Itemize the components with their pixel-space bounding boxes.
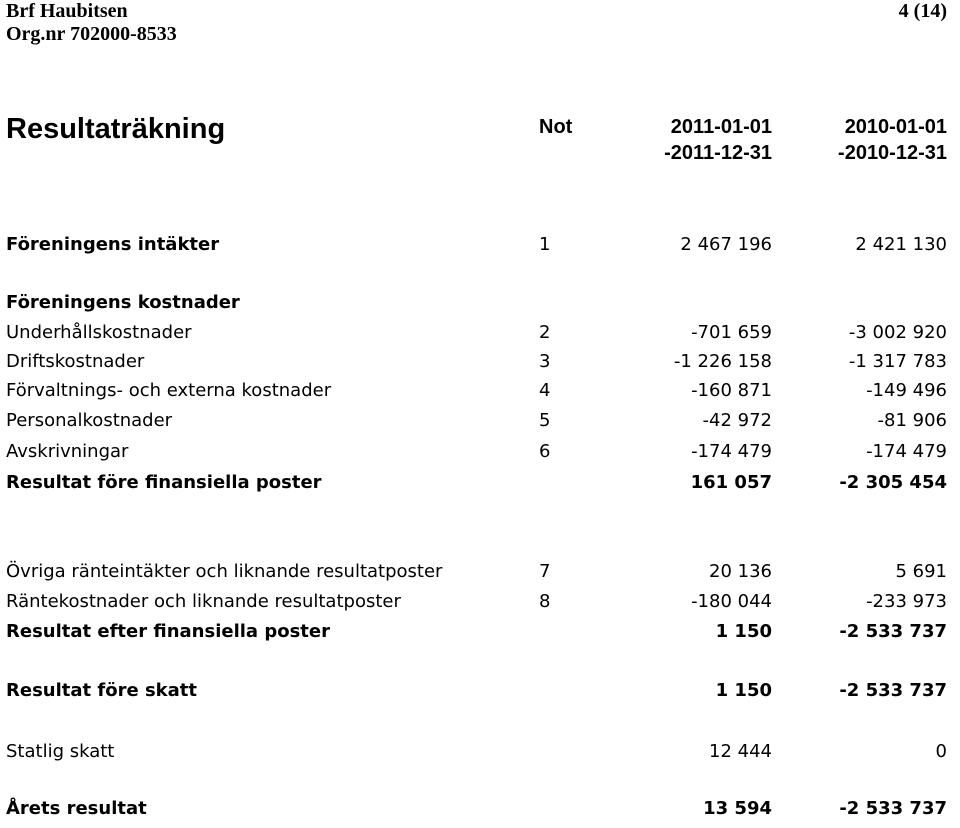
- row-driftskostnader: [0, 351, 960, 381]
- row-current: -701 659: [691, 322, 772, 343]
- row-note: 5: [539, 410, 551, 431]
- row-current: 1 150: [715, 621, 772, 642]
- col-current-to: -2011-12-31: [664, 142, 772, 164]
- row-prior: -3 002 920: [848, 322, 947, 343]
- row-resultat-efter-finansiella: [0, 621, 960, 651]
- row-note: 8: [539, 591, 551, 612]
- row-prior: -149 496: [866, 380, 947, 401]
- row-resultat-fore-finansiella: [0, 472, 960, 502]
- row-label: Driftskostnader: [6, 351, 145, 372]
- row-statlig-skatt: [0, 741, 960, 771]
- row-current: 13 594: [703, 798, 772, 819]
- row-note: 4: [539, 380, 551, 401]
- row-label: Statlig skatt: [6, 741, 115, 762]
- row-note: 1: [539, 234, 551, 255]
- row-prior: -233 973: [866, 591, 947, 612]
- row-current: 161 057: [690, 472, 772, 493]
- row-ovriga-ranteintakter: [0, 561, 960, 591]
- col-note-header: Not: [539, 116, 573, 138]
- row-label: Resultat efter finansiella poster: [6, 621, 330, 642]
- col-prior-from: 2010-01-01: [844, 116, 947, 138]
- row-current: 12 444: [709, 741, 772, 762]
- row-label: Föreningens kostnader: [6, 292, 240, 313]
- row-prior: 5 691: [895, 561, 947, 582]
- row-prior: -174 479: [866, 441, 947, 462]
- row-current: -180 044: [691, 591, 772, 612]
- row-label: Årets resultat: [6, 798, 147, 819]
- row-rantekostnader: [0, 591, 960, 621]
- col-prior-to: -2010-12-31: [838, 142, 947, 164]
- row-note: 6: [539, 441, 551, 462]
- row-current: -42 972: [702, 410, 772, 431]
- row-arets-resultat: [0, 798, 960, 828]
- row-label: Övriga ränteintäkter och liknande resultatposter: [6, 561, 443, 582]
- row-forvaltningskostnader: [0, 380, 960, 410]
- row-label: Avskrivningar: [6, 441, 129, 462]
- col-current-from: 2011-01-01: [670, 116, 772, 138]
- row-avskrivningar: [0, 441, 960, 471]
- row-label: Personalkostnader: [6, 410, 173, 431]
- row-foreningens-kostnader: [0, 292, 960, 322]
- row-note: 2: [539, 322, 551, 343]
- row-underhallskostnader: [0, 322, 960, 352]
- page-number: 4 (14): [898, 0, 947, 22]
- org-number: Org.nr 702000-8533: [6, 23, 177, 45]
- row-current: 1 150: [715, 680, 772, 701]
- row-prior: -81 906: [877, 410, 947, 431]
- row-prior: 0: [935, 741, 947, 762]
- row-prior: -1 317 783: [848, 351, 947, 372]
- row-prior: 2 421 130: [855, 234, 947, 255]
- row-label: Underhållskostnader: [6, 322, 192, 343]
- org-name: Brf Haubitsen: [6, 0, 128, 22]
- row-prior: -2 305 454: [839, 472, 947, 493]
- row-current: -160 871: [691, 380, 772, 401]
- report-title: Resultaträkning: [6, 113, 226, 145]
- row-current: -1 226 158: [673, 351, 772, 372]
- row-personalkostnader: [0, 410, 960, 440]
- row-label: Resultat före skatt: [6, 680, 197, 701]
- row-label: Räntekostnader och liknande resultatposter: [6, 591, 401, 612]
- row-label: Föreningens intäkter: [6, 234, 220, 255]
- row-current: 20 136: [709, 561, 772, 582]
- row-label: Förvaltnings- och externa kostnader: [6, 380, 332, 401]
- row-current: -174 479: [691, 441, 772, 462]
- row-prior: -2 533 737: [839, 680, 947, 701]
- row-foreningens-intakter: [0, 234, 960, 264]
- row-note: 7: [539, 561, 551, 582]
- row-resultat-fore-skatt: [0, 680, 960, 710]
- row-current: 2 467 196: [680, 234, 772, 255]
- row-prior: -2 533 737: [839, 621, 947, 642]
- row-note: 3: [539, 351, 551, 372]
- row-prior: -2 533 737: [839, 798, 947, 819]
- row-label: Resultat före finansiella poster: [6, 472, 322, 493]
